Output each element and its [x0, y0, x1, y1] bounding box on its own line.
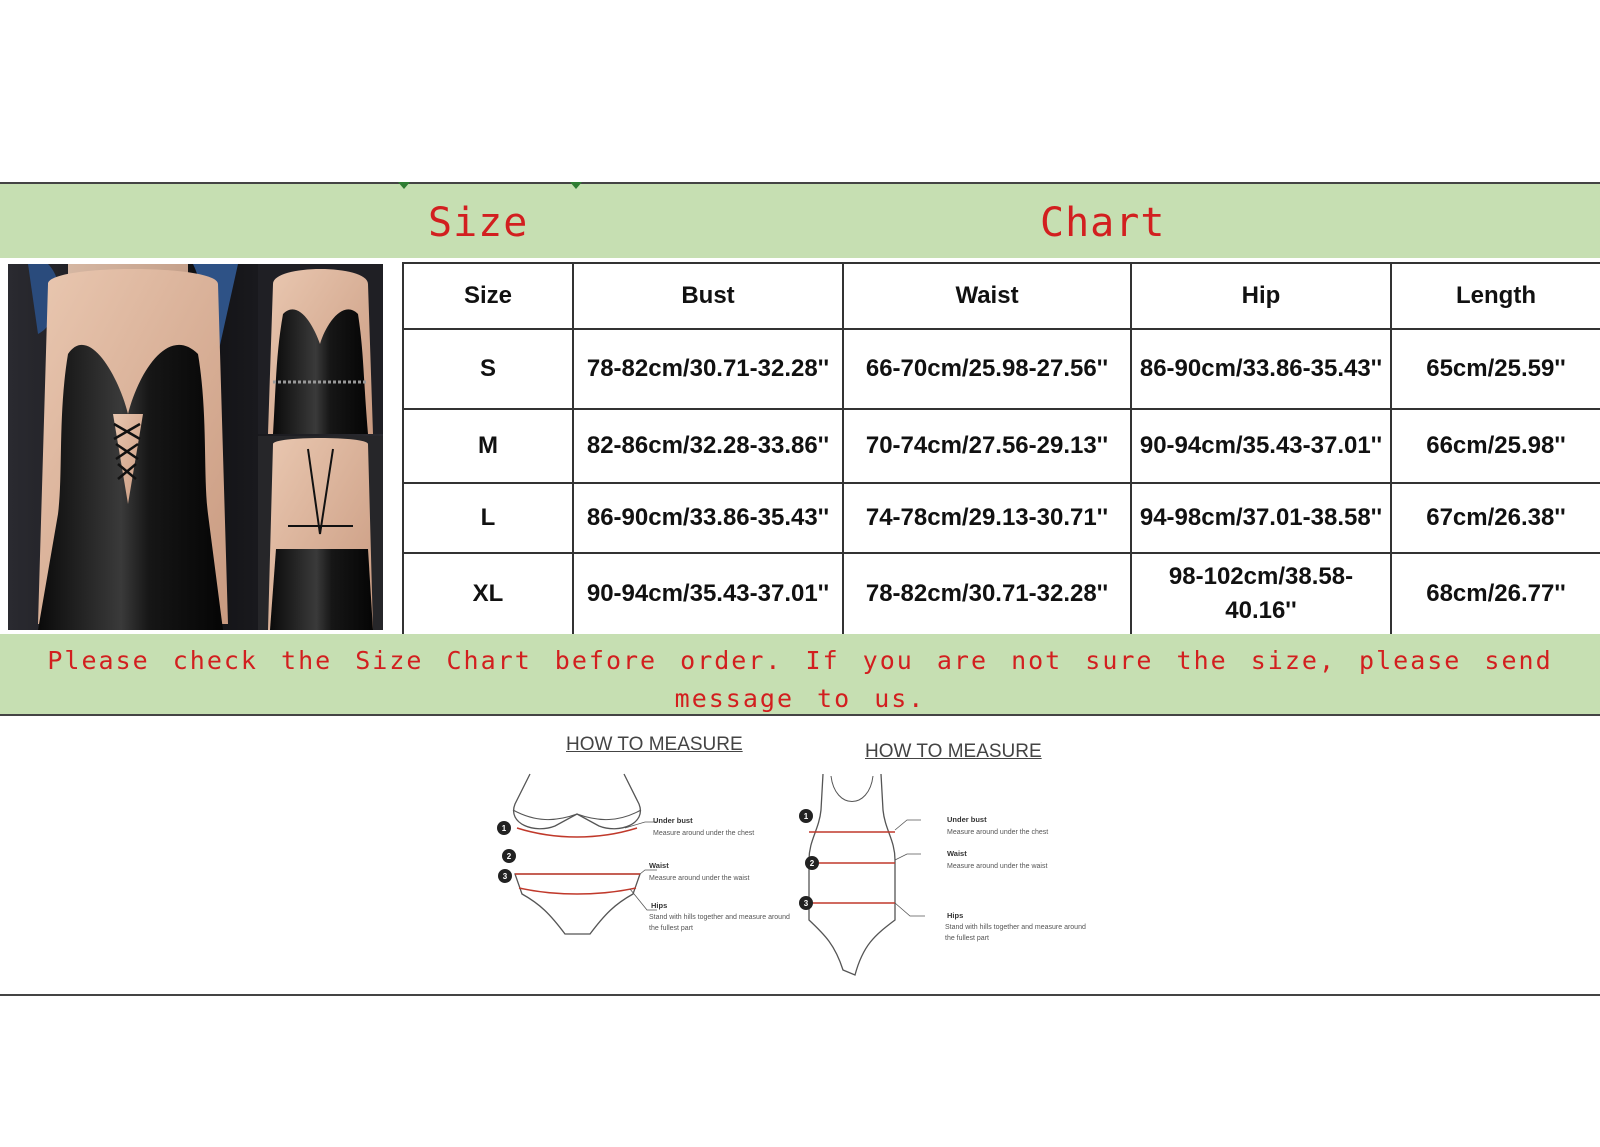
- cell-hip: 98-102cm/38.58-40.16'': [1131, 553, 1391, 635]
- bottom-divider: [0, 994, 1600, 996]
- cell-bust: 86-90cm/33.86-35.43'': [573, 483, 843, 553]
- size-note-text: Please check the Size Chart before order. If you are not sure the size, please send message to us.: [47, 646, 1553, 713]
- cell-bust: 90-94cm/35.43-37.01'': [573, 553, 843, 635]
- cell-length: 67cm/26.38'': [1391, 483, 1600, 553]
- cell-size: S: [403, 329, 573, 409]
- measure-label-waist: Waist: [947, 849, 967, 858]
- corner-marker: [570, 182, 582, 189]
- cell-size: M: [403, 409, 573, 483]
- measure-desc-hips: Stand with hills together and measure around the fullest part: [649, 914, 790, 932]
- cell-size: L: [403, 483, 573, 553]
- cell-size: XL: [403, 553, 573, 635]
- cell-bust: 78-82cm/30.71-32.28'': [573, 329, 843, 409]
- cell-waist: 70-74cm/27.56-29.13'': [843, 409, 1131, 483]
- cell-hip: 90-94cm/35.43-37.01'': [1131, 409, 1391, 483]
- cell-waist: 66-70cm/25.98-27.56'': [843, 329, 1131, 409]
- size-chart-header: [0, 182, 1600, 258]
- how-to-measure-title-bikini: HOW TO MEASURE: [566, 734, 743, 755]
- measure-desc-waist: Measure around under the waist: [649, 875, 750, 882]
- corner-marker: [398, 182, 410, 189]
- product-photo-collage: [8, 264, 383, 630]
- size-table: [402, 262, 1600, 636]
- cell-length: 65cm/25.59'': [1391, 329, 1600, 409]
- cell-bust: 82-86cm/32.28-33.86'': [573, 409, 843, 483]
- measure-label-waist: Waist: [649, 861, 669, 870]
- measure-number: 2: [809, 859, 815, 868]
- measure-desc-under-bust: Measure around under the chest: [653, 830, 755, 837]
- table-row: [403, 553, 1600, 635]
- column-header-bust: Bust: [573, 263, 843, 329]
- column-header-hip: Hip: [1131, 263, 1391, 329]
- measure-label-under-bust: Under bust: [653, 816, 693, 825]
- cell-length: 68cm/26.77'': [1391, 553, 1600, 635]
- cell-waist: 78-82cm/30.71-32.28'': [843, 553, 1131, 635]
- measure-desc-under-bust: Measure around under the chest: [947, 829, 1049, 836]
- column-header-waist: Waist: [843, 263, 1131, 329]
- cell-hip: 86-90cm/33.86-35.43'': [1131, 329, 1391, 409]
- size-note-banner: [0, 634, 1600, 716]
- measure-number: 3: [502, 872, 508, 881]
- measure-desc-waist: Measure around under the waist: [947, 863, 1048, 870]
- measure-number: 3: [803, 899, 809, 908]
- header-title-right: Chart: [1040, 200, 1166, 246]
- header-title-left: Size: [428, 200, 529, 246]
- measure-desc-hips: Stand with hills together and measure around the fullest part: [945, 924, 1086, 942]
- measure-number: 1: [501, 824, 507, 833]
- table-row: [403, 329, 1600, 409]
- measure-label-under-bust: Under bust: [947, 815, 987, 824]
- column-header-length: Length: [1391, 263, 1600, 329]
- bikini-measure-diagram: [495, 764, 795, 954]
- column-header-size: Size: [403, 263, 573, 329]
- cell-hip: 94-98cm/37.01-38.58'': [1131, 483, 1391, 553]
- measure-label-hips: Hips: [651, 901, 668, 910]
- cell-length: 66cm/25.98'': [1391, 409, 1600, 483]
- how-to-measure-title-bodysuit: HOW TO MEASURE: [865, 741, 1042, 762]
- measure-number: 1: [803, 812, 809, 821]
- table-row: [403, 409, 1600, 483]
- table-row: [403, 483, 1600, 553]
- measure-number: 2: [506, 852, 512, 861]
- cell-waist: 74-78cm/29.13-30.71'': [843, 483, 1131, 553]
- measure-label-hips: Hips: [947, 911, 964, 920]
- bodysuit-measure-diagram: [795, 770, 1095, 985]
